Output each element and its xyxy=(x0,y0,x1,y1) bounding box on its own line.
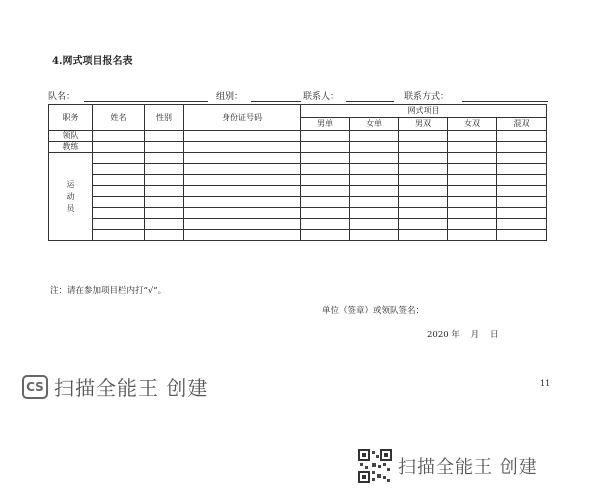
table-row xyxy=(49,131,547,142)
header-event: 混双 xyxy=(497,118,547,131)
page-number: 11 xyxy=(540,379,551,388)
team-label: 队名： xyxy=(48,92,76,102)
header-event: 女单 xyxy=(350,118,399,131)
phone-label: 联系方式： xyxy=(404,92,450,102)
date-line: 2020 年 月 日 xyxy=(427,330,499,340)
form-title: 4.网式项目报名表 xyxy=(52,56,133,67)
camscanner-watermark xyxy=(22,372,208,401)
header-event: 男单 xyxy=(301,118,350,131)
row-leader-label: 领队 xyxy=(49,131,93,142)
row-athlete-label xyxy=(49,153,93,241)
header-event: 女双 xyxy=(448,118,497,131)
header-gender: 性别 xyxy=(145,105,184,131)
team-info-line xyxy=(48,89,548,105)
watermark-text: 扫描全能王 创建 xyxy=(54,376,209,400)
camscanner-watermark-qr xyxy=(358,449,538,483)
watermark-text: 扫描全能王 创建 xyxy=(398,457,538,478)
athlete-label-text: 运 动 员 xyxy=(66,179,75,213)
table-row xyxy=(49,186,547,197)
table-row xyxy=(49,142,547,153)
row-coach-label: 教练 xyxy=(49,142,93,153)
table-row xyxy=(49,230,547,241)
table-row xyxy=(49,153,547,164)
group-label: 组别： xyxy=(216,92,244,102)
header-name: 姓名 xyxy=(93,105,145,131)
contact-label: 联系人： xyxy=(303,92,340,102)
group-blank xyxy=(251,101,301,102)
contact-blank xyxy=(346,101,394,102)
phone-blank xyxy=(462,101,548,102)
header-duty: 职务 xyxy=(49,105,93,131)
signature-line: 单位（签章）或领队签名： xyxy=(322,306,425,316)
header-events: 网式项目 xyxy=(301,105,547,118)
table-row xyxy=(49,208,547,219)
registration-table xyxy=(48,104,547,241)
header-id-number: 身份证号码 xyxy=(184,105,301,131)
table-row xyxy=(49,175,547,186)
table-row xyxy=(49,219,547,230)
table-row xyxy=(49,164,547,175)
team-blank xyxy=(84,101,208,102)
note-text: 注：请在参加项目栏内打“√”。 xyxy=(50,286,167,296)
qr-code-icon xyxy=(358,449,392,483)
table-row xyxy=(49,197,547,208)
camscanner-logo-icon: CS xyxy=(22,375,48,399)
header-event: 男双 xyxy=(399,118,448,131)
